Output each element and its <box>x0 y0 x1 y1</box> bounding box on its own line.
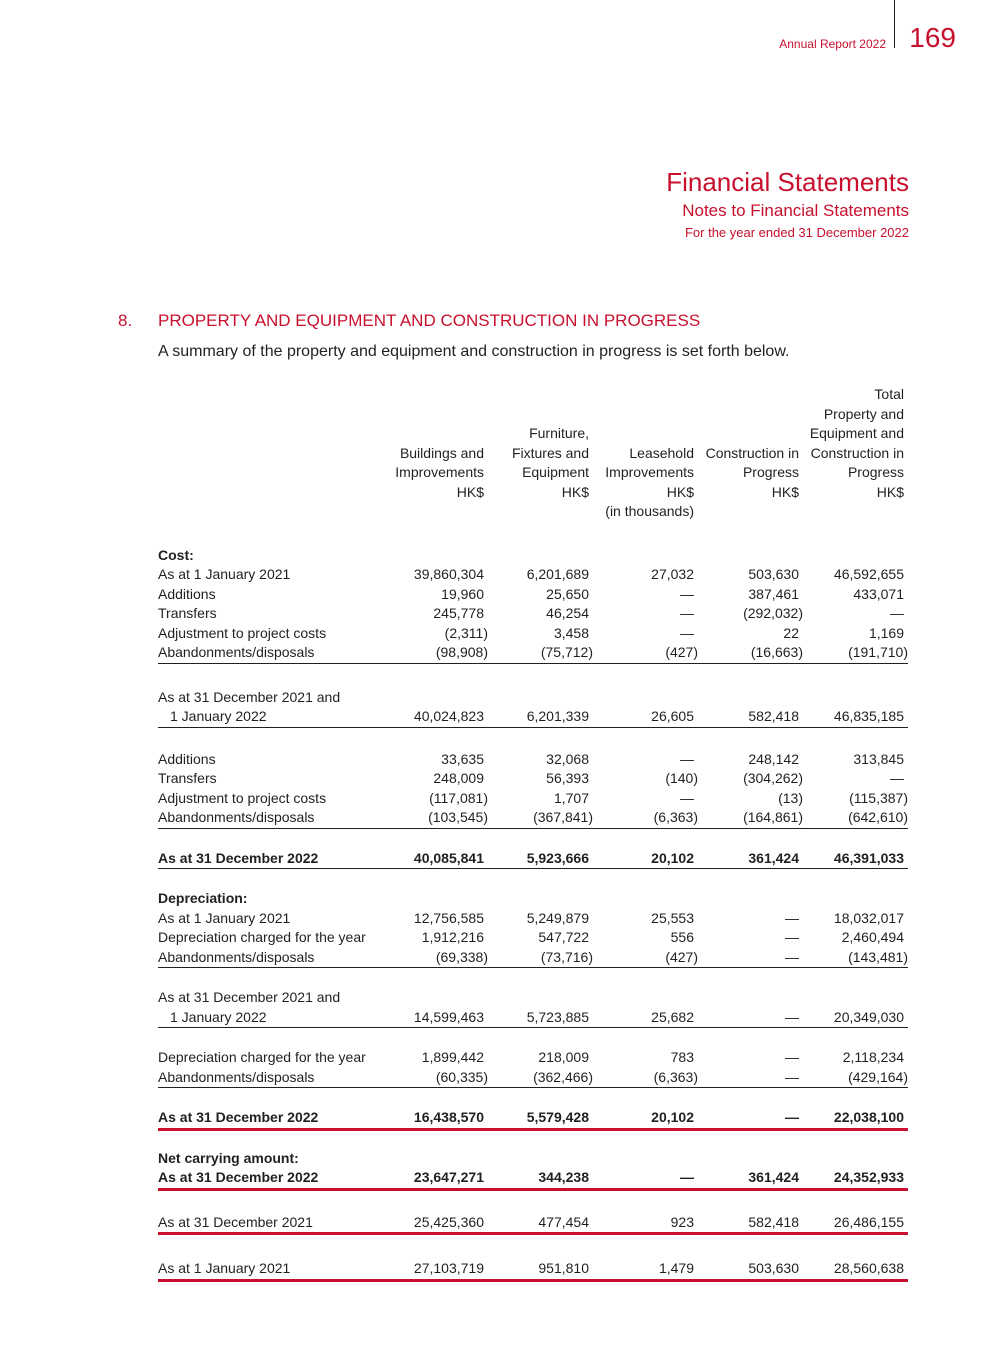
value-cell: — <box>698 1008 803 1028</box>
row-label: Abandonments/disposals <box>158 948 383 968</box>
value-cell: 32,068 <box>546 750 589 767</box>
value-cell: 503,630 <box>698 1259 803 1280</box>
value-cell: 3,458 <box>553 624 589 641</box>
value-cell: 40,085,841 <box>383 849 488 869</box>
value-cell: — <box>698 1068 803 1088</box>
header-divider <box>894 0 895 48</box>
value-cell: 5,579,428 <box>488 1108 593 1129</box>
value-cell: (191,710) <box>803 643 908 663</box>
reporting-period: For the year ended 31 December 2022 <box>684 225 909 240</box>
value-cell: (75,712) <box>488 643 593 663</box>
spacer-row <box>158 869 908 890</box>
value-cell: 33,635 <box>441 750 484 767</box>
value-cell: 1,169 <box>868 624 904 641</box>
table-row <box>158 688 908 708</box>
table-row <box>158 948 908 968</box>
value-cell: 5,923,666 <box>488 849 593 869</box>
spacer-row <box>158 1234 908 1260</box>
value-cell: 5,249,879 <box>526 909 589 926</box>
row-label: Abandonments/disposals <box>158 643 383 663</box>
section-summary: A summary of the property and equipment and construction in progress is set forth below. <box>158 343 790 360</box>
value-cell: 313,845 <box>853 750 904 767</box>
value-cell: (117,081) <box>429 789 488 806</box>
value-cell: (427) <box>593 643 698 663</box>
value-cell: 39,860,304 <box>413 566 484 582</box>
row-label: Adjustment to project costs <box>158 789 327 806</box>
table-row <box>158 789 908 809</box>
value-cell: (304,262) <box>743 770 803 786</box>
row-label: Abandonments/disposals <box>158 808 383 828</box>
value-cell: 582,418 <box>698 1213 803 1234</box>
value-cell: 1,707 <box>553 789 589 806</box>
value-cell: 22,038,100 <box>803 1108 908 1129</box>
value-cell: 503,630 <box>748 566 799 582</box>
value-cell: (13) <box>778 789 803 806</box>
value-cell: (140) <box>665 770 698 786</box>
value-cell: 46,254 <box>546 605 589 621</box>
table-row <box>158 585 908 605</box>
table-row <box>158 643 908 663</box>
column-header-label <box>158 385 383 502</box>
row-label: Abandonments/disposals <box>158 1068 383 1088</box>
value-cell: — <box>785 909 799 926</box>
value-cell: 22 <box>783 624 799 641</box>
value-cell: 46,391,033 <box>803 849 908 869</box>
spacer-row <box>158 1088 908 1109</box>
value-cell: (362,466) <box>488 1068 593 1088</box>
value-cell: 16,438,570 <box>383 1108 488 1129</box>
row-label: Depreciation charged for the year <box>158 929 366 945</box>
table-row <box>158 1048 908 1068</box>
column-header-leasehold: Leasehold Improvements HK$ <box>605 444 694 500</box>
value-cell: 1,912,216 <box>421 929 484 945</box>
value-cell: 433,071 <box>853 585 904 602</box>
value-cell: 20,102 <box>593 1108 698 1129</box>
column-header-furniture: Furniture, Fixtures and Equipment HK$ <box>511 425 589 500</box>
table-row <box>158 808 908 828</box>
page-number: 169 <box>909 22 956 53</box>
table-row <box>158 1168 908 1189</box>
row-label: As at 1 January 2021 <box>158 566 291 582</box>
value-cell: 1,479 <box>593 1259 698 1280</box>
value-cell: — <box>680 624 694 641</box>
value-cell: 46,592,655 <box>833 566 904 582</box>
value-cell: — <box>680 585 694 602</box>
value-cell: 218,009 <box>538 1049 589 1065</box>
table-row <box>158 565 908 585</box>
value-cell: — <box>680 750 694 767</box>
document-title: Financial Statements <box>666 167 909 197</box>
page-header <box>0 0 1006 70</box>
table-row <box>158 1008 908 1028</box>
spacer-row <box>158 828 908 849</box>
value-cell: 344,238 <box>488 1168 593 1189</box>
value-cell: (427) <box>593 948 698 968</box>
value-cell: 27,103,719 <box>383 1259 488 1280</box>
group-heading-row <box>158 546 908 566</box>
value-cell: (143,481) <box>803 948 908 968</box>
value-cell: 25,425,360 <box>383 1213 488 1234</box>
table-row <box>158 707 908 727</box>
table-row <box>158 1213 908 1234</box>
value-cell: 556 <box>670 929 694 945</box>
value-cell: 26,486,155 <box>803 1213 908 1234</box>
value-cell: (164,861) <box>698 808 803 828</box>
value-cell: 20,102 <box>593 849 698 869</box>
row-label: As at 31 December 2022 <box>158 849 383 869</box>
spacer-row <box>158 727 908 750</box>
value-cell: 245,778 <box>433 605 484 621</box>
table-row <box>158 604 908 624</box>
row-label: As at 31 December 2021 <box>158 1213 383 1234</box>
section-number: 8. <box>118 311 133 330</box>
value-cell: (69,338) <box>383 948 488 968</box>
value-cell: 1,899,442 <box>421 1049 484 1065</box>
row-label <box>158 1008 383 1028</box>
value-cell: 12,756,585 <box>413 909 484 926</box>
spacer-row <box>158 522 908 546</box>
row-label: As at 1 January 2021 <box>158 1259 383 1280</box>
running-title: Annual Report 2022 <box>779 37 886 51</box>
value-cell: — <box>890 770 904 786</box>
value-cell: — <box>680 789 694 806</box>
value-cell: 56,393 <box>546 770 589 786</box>
value-cell: 547,722 <box>538 929 589 945</box>
group-heading: Cost: <box>158 546 194 563</box>
value-cell: (367,841) <box>488 808 593 828</box>
section-title: PROPERTY AND EQUIPMENT AND CONSTRUCTION IN PROGRESS <box>158 311 701 330</box>
value-cell: — <box>890 605 904 621</box>
table-row <box>158 1068 908 1088</box>
spacer-row <box>158 1189 908 1213</box>
value-cell: 2,118,234 <box>842 1049 904 1065</box>
value-cell: (103,545) <box>383 808 488 828</box>
value-cell: 27,032 <box>651 566 694 582</box>
value-cell: 23,647,271 <box>383 1168 488 1189</box>
value-cell: 6,201,689 <box>526 566 589 582</box>
table-body <box>158 522 908 1281</box>
value-cell: 24,352,933 <box>803 1168 908 1189</box>
value-cell: (73,716) <box>488 948 593 968</box>
value-cell: 248,009 <box>433 770 484 786</box>
table-row <box>158 1108 908 1129</box>
value-cell: (98,908) <box>383 643 488 663</box>
value-cell: 783 <box>670 1049 694 1065</box>
value-cell: 28,560,638 <box>803 1259 908 1280</box>
row-label: Depreciation charged for the year <box>158 1049 366 1065</box>
table-row <box>158 1259 908 1280</box>
value-cell: 25,682 <box>593 1008 698 1028</box>
value-cell: 5,723,885 <box>488 1008 593 1028</box>
value-cell: 361,424 <box>698 1168 803 1189</box>
spacer-row <box>158 968 908 989</box>
table-row <box>158 769 908 789</box>
value-cell: — <box>698 1108 803 1129</box>
value-cell: (6,363) <box>593 808 698 828</box>
group-heading-row <box>158 889 908 909</box>
value-cell: 361,424 <box>698 849 803 869</box>
table-row <box>158 928 908 948</box>
group-heading: Net carrying amount: <box>158 1149 299 1166</box>
value-cell: 14,599,463 <box>383 1008 488 1028</box>
value-cell: — <box>785 1049 799 1065</box>
value-cell: 20,349,030 <box>803 1008 908 1028</box>
value-cell: 582,418 <box>698 707 803 727</box>
table-row <box>158 909 908 929</box>
value-cell: — <box>785 929 799 945</box>
column-header-buildings: Buildings and Improvements HK$ <box>395 444 484 500</box>
row-label: As at 31 December 2022 <box>158 1108 383 1129</box>
value-cell: 40,024,823 <box>383 707 488 727</box>
spacer-row <box>158 1028 908 1049</box>
row-label: Additions <box>158 750 216 767</box>
value-cell: — <box>698 948 803 968</box>
value-cell: 25,553 <box>651 909 694 926</box>
group-heading-row <box>158 1149 908 1169</box>
value-cell: (16,663) <box>698 643 803 663</box>
value-cell: 923 <box>593 1213 698 1234</box>
value-cell: 18,032,017 <box>833 909 904 926</box>
value-cell: (60,335) <box>383 1068 488 1088</box>
value-cell: 26,605 <box>593 707 698 727</box>
column-header-total: Total Property and Equipment and Construction in Progress HK$ <box>809 386 904 500</box>
value-cell: 19,960 <box>441 585 484 602</box>
value-cell: (429,164) <box>803 1068 908 1088</box>
row-label: As at 31 December 2022 <box>158 1168 383 1189</box>
row-label: As at 1 January 2021 <box>158 909 291 926</box>
column-header-construction: Construction in Progress HK$ <box>705 444 799 500</box>
spacer-row <box>158 663 908 688</box>
document-subtitle: Notes to Financial Statements <box>682 201 909 220</box>
value-cell: 951,810 <box>488 1259 593 1280</box>
units-note: (in thousands) <box>605 503 694 519</box>
row-label: Transfers <box>158 605 217 621</box>
spacer-row <box>158 1129 908 1149</box>
value-cell: (2,311) <box>444 624 488 641</box>
value-cell: 46,835,185 <box>803 707 908 727</box>
title-block <box>666 165 909 243</box>
value-cell: 477,454 <box>488 1213 593 1234</box>
property-equipment-table <box>158 385 908 1282</box>
value-cell: — <box>593 1168 698 1189</box>
column-header-row <box>158 385 908 502</box>
value-cell: 25,650 <box>546 585 589 602</box>
value-cell: — <box>680 605 694 621</box>
value-cell: (6,363) <box>593 1068 698 1088</box>
row-label: As at 31 December 2021 and <box>158 688 341 705</box>
row-label: Transfers <box>158 770 217 786</box>
row-label-text: 1 January 2022 <box>170 1008 267 1025</box>
row-label <box>158 707 383 727</box>
value-cell: 2,460,494 <box>841 929 904 945</box>
value-cell: 6,201,339 <box>488 707 593 727</box>
table-row <box>158 849 908 869</box>
row-label: Adjustment to project costs <box>158 624 327 641</box>
value-cell: (292,032) <box>743 605 803 621</box>
value-cell: 248,142 <box>748 750 799 767</box>
value-cell: (642,610) <box>803 808 908 828</box>
row-label: As at 31 December 2021 and <box>158 989 341 1005</box>
table-row <box>158 624 908 644</box>
units-row <box>158 502 908 522</box>
table-row <box>158 988 908 1008</box>
row-label-text: 1 January 2022 <box>170 708 267 724</box>
value-cell: (115,387) <box>849 789 908 806</box>
group-heading: Depreciation: <box>158 890 248 906</box>
row-label: Additions <box>158 585 216 602</box>
value-cell: 387,461 <box>748 585 799 602</box>
table-row <box>158 750 908 770</box>
